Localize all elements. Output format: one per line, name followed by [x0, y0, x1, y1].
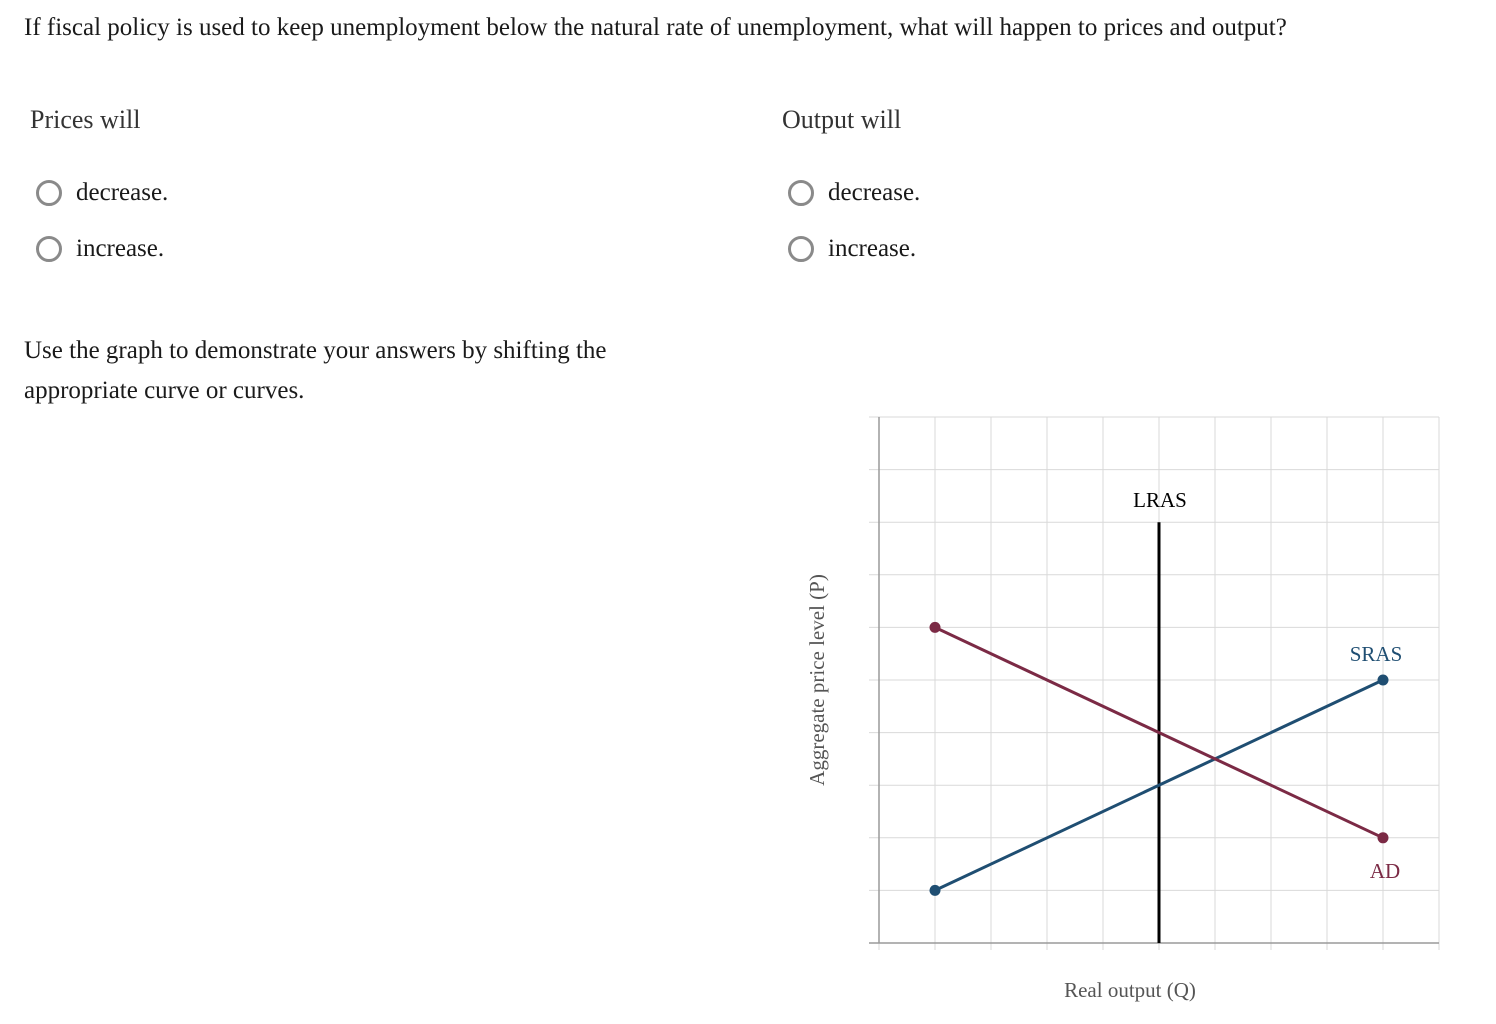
instruction-line-2: appropriate curve or curves. [24, 377, 305, 404]
option-label: decrease. [76, 179, 169, 206]
radio-icon[interactable] [788, 236, 814, 262]
prices-will-label: Prices will [30, 105, 141, 134]
sras-handle-1[interactable] [930, 885, 941, 896]
sras-handle-2[interactable] [1378, 675, 1389, 686]
prices-decrease-option[interactable] [36, 177, 168, 209]
ad-handle-1[interactable] [930, 622, 941, 633]
output-will-label: Output will [782, 105, 902, 134]
radio-icon[interactable] [36, 236, 62, 262]
radio-icon[interactable] [36, 180, 62, 206]
y-axis-label: Aggregate price level (P) [805, 574, 829, 786]
instruction-line-1: Use the graph to demonstrate your answers by shifting the [24, 337, 607, 364]
sras-label: SRAS [1349, 642, 1403, 666]
prices-increase-option[interactable] [36, 233, 164, 265]
option-label: decrease. [828, 179, 921, 206]
output-increase-option[interactable] [788, 233, 916, 265]
output-decrease-option[interactable] [788, 177, 920, 209]
option-label: increase. [828, 235, 917, 262]
ad-label: AD [1369, 859, 1401, 883]
x-axis-label: Real output (Q) [1064, 978, 1196, 1002]
radio-icon[interactable] [788, 180, 814, 206]
lras-label: LRAS [1133, 488, 1187, 512]
ad-as-graph[interactable] [780, 405, 1460, 1015]
ad-handle-2[interactable] [1378, 832, 1389, 843]
option-label: increase. [76, 235, 165, 262]
question-text: If fiscal policy is used to keep unemployment below the natural rate of unemployment, what will happen to prices and output? [24, 14, 1287, 41]
instruction-text [24, 331, 724, 411]
